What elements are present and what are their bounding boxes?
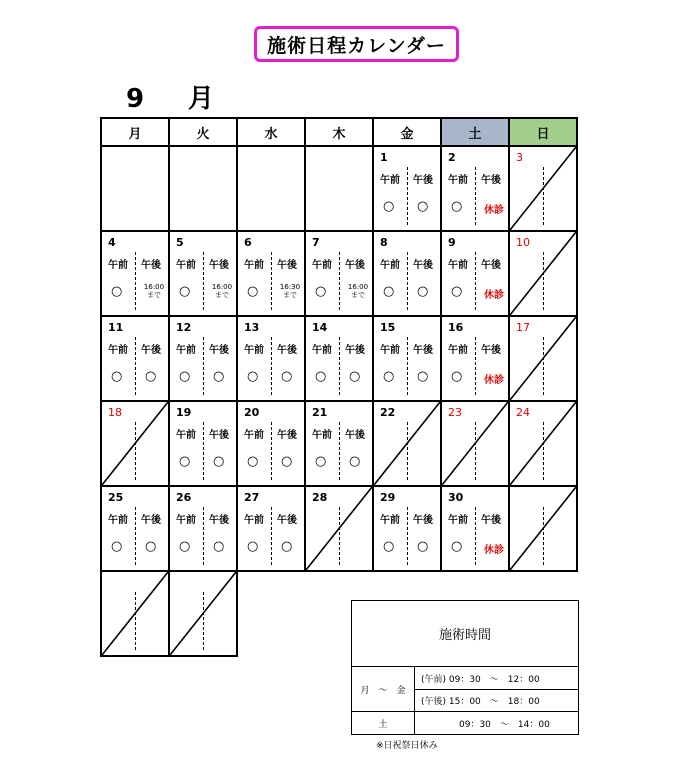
closed-day-slash xyxy=(442,402,508,485)
am-open-mark: ○ xyxy=(383,369,395,384)
pm-open-mark: ○ xyxy=(349,454,361,469)
pm-label: 午後 xyxy=(209,430,229,441)
day-cell xyxy=(237,231,305,316)
am-pm-divider xyxy=(203,252,204,310)
am-label: 午前 xyxy=(380,260,400,271)
saturday-hours-row xyxy=(352,711,578,734)
day-cell xyxy=(305,316,373,401)
pm-open-mark: ○ xyxy=(213,539,225,554)
day-cell xyxy=(101,316,169,401)
date-number: 20 xyxy=(244,406,260,419)
day-cell xyxy=(509,146,577,231)
pm-open-mark: ○ xyxy=(417,199,429,214)
week-row xyxy=(101,146,577,231)
month-heading xyxy=(126,78,214,115)
calendar-grid xyxy=(100,117,578,657)
am-open-mark: ○ xyxy=(383,284,395,299)
date-number: 11 xyxy=(108,321,124,334)
am-pm-divider xyxy=(271,252,272,310)
day-cell xyxy=(169,571,237,656)
pm-until-time: 16:30 まで xyxy=(279,283,301,299)
date-number: 8 xyxy=(380,236,388,249)
date-number: 29 xyxy=(380,491,396,504)
day-cell xyxy=(169,316,237,401)
day-cell xyxy=(441,231,509,316)
am-open-mark: ○ xyxy=(111,369,123,384)
pm-label: 午後 xyxy=(345,260,365,271)
pm-label: 午後 xyxy=(413,345,433,356)
am-label: 午前 xyxy=(380,345,400,356)
date-number: 25 xyxy=(108,491,124,504)
day-cell xyxy=(237,401,305,486)
date-number: 30 xyxy=(448,491,464,504)
am-label: 午前 xyxy=(312,430,332,441)
pm-label: 午後 xyxy=(141,260,161,271)
pm-label: 午後 xyxy=(277,260,297,271)
am-label: 午前 xyxy=(312,260,332,271)
day-cell xyxy=(169,486,237,571)
am-pm-divider xyxy=(475,507,476,565)
day-cell xyxy=(509,316,577,401)
am-label: 午前 xyxy=(312,345,332,356)
date-number: 3 xyxy=(516,151,523,164)
am-open-mark: ○ xyxy=(247,369,259,384)
am-label: 午前 xyxy=(108,515,128,526)
date-number: 28 xyxy=(312,491,328,504)
date-number: 9 xyxy=(448,236,456,249)
pm-label: 午後 xyxy=(209,345,229,356)
am-open-mark: ○ xyxy=(179,284,191,299)
am-open-mark: ○ xyxy=(111,284,123,299)
am-label: 午前 xyxy=(108,345,128,356)
pm-label: 午後 xyxy=(481,260,501,271)
pm-label: 午後 xyxy=(413,260,433,271)
pm-open-mark: ○ xyxy=(213,369,225,384)
am-pm-divider xyxy=(407,167,408,225)
day-cell xyxy=(305,231,373,316)
am-pm-divider xyxy=(407,252,408,310)
pm-open-mark: ○ xyxy=(213,454,225,469)
pm-open-mark: ○ xyxy=(145,539,157,554)
day-cell xyxy=(373,146,441,231)
week-row xyxy=(101,231,577,316)
am-label: 午前 xyxy=(448,175,468,186)
day-cell xyxy=(441,146,509,231)
pm-closed-label: 休診 xyxy=(484,205,504,216)
hours-title: 施術時間 xyxy=(352,601,578,667)
day-cell xyxy=(101,146,169,231)
day-cell xyxy=(441,401,509,486)
am-open-mark: ○ xyxy=(315,284,327,299)
date-number: 1 xyxy=(380,151,388,164)
am-pm-divider xyxy=(339,252,340,310)
am-pm-divider xyxy=(407,337,408,395)
day-cell xyxy=(305,146,373,231)
pm-label: 午後 xyxy=(413,175,433,186)
pm-label: 午後 xyxy=(209,260,229,271)
pm-label: 午後 xyxy=(481,345,501,356)
am-label: 午前 xyxy=(448,260,468,271)
pm-label: 午後 xyxy=(277,430,297,441)
pm-open-mark: ○ xyxy=(281,454,293,469)
am-open-mark: ○ xyxy=(451,539,463,554)
date-number: 19 xyxy=(176,406,192,419)
closed-day-slash xyxy=(510,402,576,485)
date-number: 21 xyxy=(312,406,328,419)
am-pm-divider xyxy=(475,252,476,310)
closed-day-slash xyxy=(170,572,236,655)
pm-open-mark: ○ xyxy=(417,539,429,554)
pm-label: 午後 xyxy=(481,515,501,526)
am-pm-divider xyxy=(407,507,408,565)
am-open-mark: ○ xyxy=(315,454,327,469)
am-label: 午前 xyxy=(108,260,128,271)
weekday-header: 金 xyxy=(373,118,441,146)
date-number: 4 xyxy=(108,236,116,249)
calendar-title: 施術日程カレンダー xyxy=(254,26,459,62)
day-cell xyxy=(373,401,441,486)
day-cell xyxy=(101,401,169,486)
pm-label: 午後 xyxy=(277,515,297,526)
am-pm-divider xyxy=(339,337,340,395)
date-number: 14 xyxy=(312,321,328,334)
weekday-am-time: (午前) 09：30 ～ 12：00 xyxy=(421,674,540,685)
am-label: 午前 xyxy=(244,345,264,356)
closed-day-slash xyxy=(306,487,372,570)
closed-day-slash xyxy=(374,402,440,485)
am-open-mark: ○ xyxy=(179,369,191,384)
week-row xyxy=(101,401,577,486)
day-cell xyxy=(509,231,577,316)
am-pm-divider xyxy=(135,252,136,310)
date-number: 26 xyxy=(176,491,192,504)
weekday-header-row xyxy=(101,118,577,146)
am-open-mark: ○ xyxy=(247,539,259,554)
weekday-label: 月 ～ 金 xyxy=(352,667,415,711)
pm-closed-label: 休診 xyxy=(484,545,504,556)
saturday-time: 09：30 ～ 14：00 xyxy=(459,719,550,730)
pm-label: 午後 xyxy=(345,430,365,441)
treatment-hours-box xyxy=(351,600,579,735)
saturday-label: 土 xyxy=(352,712,415,734)
date-number: 23 xyxy=(448,406,462,419)
day-cell xyxy=(441,486,509,571)
pm-label: 午後 xyxy=(209,515,229,526)
day-cell xyxy=(305,486,373,571)
am-open-mark: ○ xyxy=(247,284,259,299)
pm-open-mark: ○ xyxy=(349,369,361,384)
am-open-mark: ○ xyxy=(315,369,327,384)
am-open-mark: ○ xyxy=(111,539,123,554)
am-label: 午前 xyxy=(380,175,400,186)
day-cell xyxy=(237,486,305,571)
am-label: 午前 xyxy=(448,345,468,356)
pm-label: 午後 xyxy=(413,515,433,526)
day-cell xyxy=(101,571,169,656)
date-number: 18 xyxy=(108,406,122,419)
am-pm-divider xyxy=(271,422,272,480)
pm-until-time: 16:00 まで xyxy=(211,283,233,299)
day-cell xyxy=(101,231,169,316)
date-number: 16 xyxy=(448,321,464,334)
closed-day-slash xyxy=(510,147,576,230)
am-pm-divider xyxy=(135,337,136,395)
day-cell xyxy=(237,146,305,231)
closed-day-slash xyxy=(510,232,576,315)
pm-label: 午後 xyxy=(277,345,297,356)
am-label: 午前 xyxy=(176,515,196,526)
holiday-note: ※日祝祭日休み xyxy=(376,741,438,751)
am-label: 午前 xyxy=(448,515,468,526)
pm-label: 午後 xyxy=(141,345,161,356)
date-number: 5 xyxy=(176,236,184,249)
day-cell xyxy=(373,316,441,401)
am-open-mark: ○ xyxy=(247,454,259,469)
am-label: 午前 xyxy=(176,260,196,271)
closed-day-slash xyxy=(102,572,168,655)
pm-label: 午後 xyxy=(481,175,501,186)
pm-open-mark: ○ xyxy=(281,539,293,554)
day-cell xyxy=(305,401,373,486)
weekday-header: 土 xyxy=(441,118,509,146)
date-number: 27 xyxy=(244,491,260,504)
pm-open-mark: ○ xyxy=(281,369,293,384)
date-number: 24 xyxy=(516,406,530,419)
date-number: 22 xyxy=(380,406,396,419)
weekday-header: 木 xyxy=(305,118,373,146)
day-cell xyxy=(441,316,509,401)
am-pm-divider xyxy=(203,422,204,480)
am-open-mark: ○ xyxy=(451,369,463,384)
am-pm-divider xyxy=(475,167,476,225)
calendar-body xyxy=(101,146,577,656)
weekday-header: 日 xyxy=(509,118,577,146)
day-cell xyxy=(169,146,237,231)
weekday-header: 月 xyxy=(101,118,169,146)
day-cell xyxy=(509,401,577,486)
date-number: 17 xyxy=(516,321,530,334)
day-cell xyxy=(101,486,169,571)
pm-open-mark: ○ xyxy=(145,369,157,384)
am-pm-divider xyxy=(203,337,204,395)
am-open-mark: ○ xyxy=(383,539,395,554)
day-cell xyxy=(169,231,237,316)
date-number: 15 xyxy=(380,321,396,334)
am-open-mark: ○ xyxy=(179,454,191,469)
month-number: 9 xyxy=(126,84,145,114)
am-label: 午前 xyxy=(176,430,196,441)
weekday-hours-row xyxy=(352,667,578,711)
pm-label: 午後 xyxy=(345,345,365,356)
pm-open-mark: ○ xyxy=(417,284,429,299)
date-number: 10 xyxy=(516,236,530,249)
closed-day-slash xyxy=(510,317,576,400)
date-number: 12 xyxy=(176,321,192,334)
am-open-mark: ○ xyxy=(179,539,191,554)
closed-day-slash xyxy=(510,487,576,570)
day-cell xyxy=(509,486,577,571)
pm-closed-label: 休診 xyxy=(484,375,504,386)
am-pm-divider xyxy=(271,507,272,565)
am-pm-divider xyxy=(135,507,136,565)
blank-space xyxy=(237,571,305,656)
date-number: 13 xyxy=(244,321,260,334)
pm-until-time: 16:00 まで xyxy=(143,283,165,299)
am-label: 午前 xyxy=(244,260,264,271)
weekday-pm-time: (午後) 15：00 ～ 18：00 xyxy=(415,689,578,711)
am-open-mark: ○ xyxy=(383,199,395,214)
am-label: 午前 xyxy=(380,515,400,526)
pm-label: 午後 xyxy=(141,515,161,526)
pm-until-time: 16:00 まで xyxy=(347,283,369,299)
pm-open-mark: ○ xyxy=(417,369,429,384)
am-open-mark: ○ xyxy=(451,199,463,214)
am-label: 午前 xyxy=(244,430,264,441)
week-row xyxy=(101,486,577,571)
date-number: 2 xyxy=(448,151,456,164)
day-cell xyxy=(169,401,237,486)
am-pm-divider xyxy=(203,507,204,565)
day-cell xyxy=(237,316,305,401)
am-pm-divider xyxy=(271,337,272,395)
date-number: 6 xyxy=(244,236,252,249)
pm-closed-label: 休診 xyxy=(484,290,504,301)
am-pm-divider xyxy=(339,422,340,480)
weekday-header: 水 xyxy=(237,118,305,146)
date-number: 7 xyxy=(312,236,320,249)
am-open-mark: ○ xyxy=(451,284,463,299)
closed-day-slash xyxy=(102,402,168,485)
day-cell xyxy=(373,231,441,316)
month-unit: 月 xyxy=(188,84,215,114)
weekday-header: 火 xyxy=(169,118,237,146)
day-cell xyxy=(373,486,441,571)
am-label: 午前 xyxy=(176,345,196,356)
am-label: 午前 xyxy=(244,515,264,526)
am-pm-divider xyxy=(475,337,476,395)
week-row xyxy=(101,316,577,401)
